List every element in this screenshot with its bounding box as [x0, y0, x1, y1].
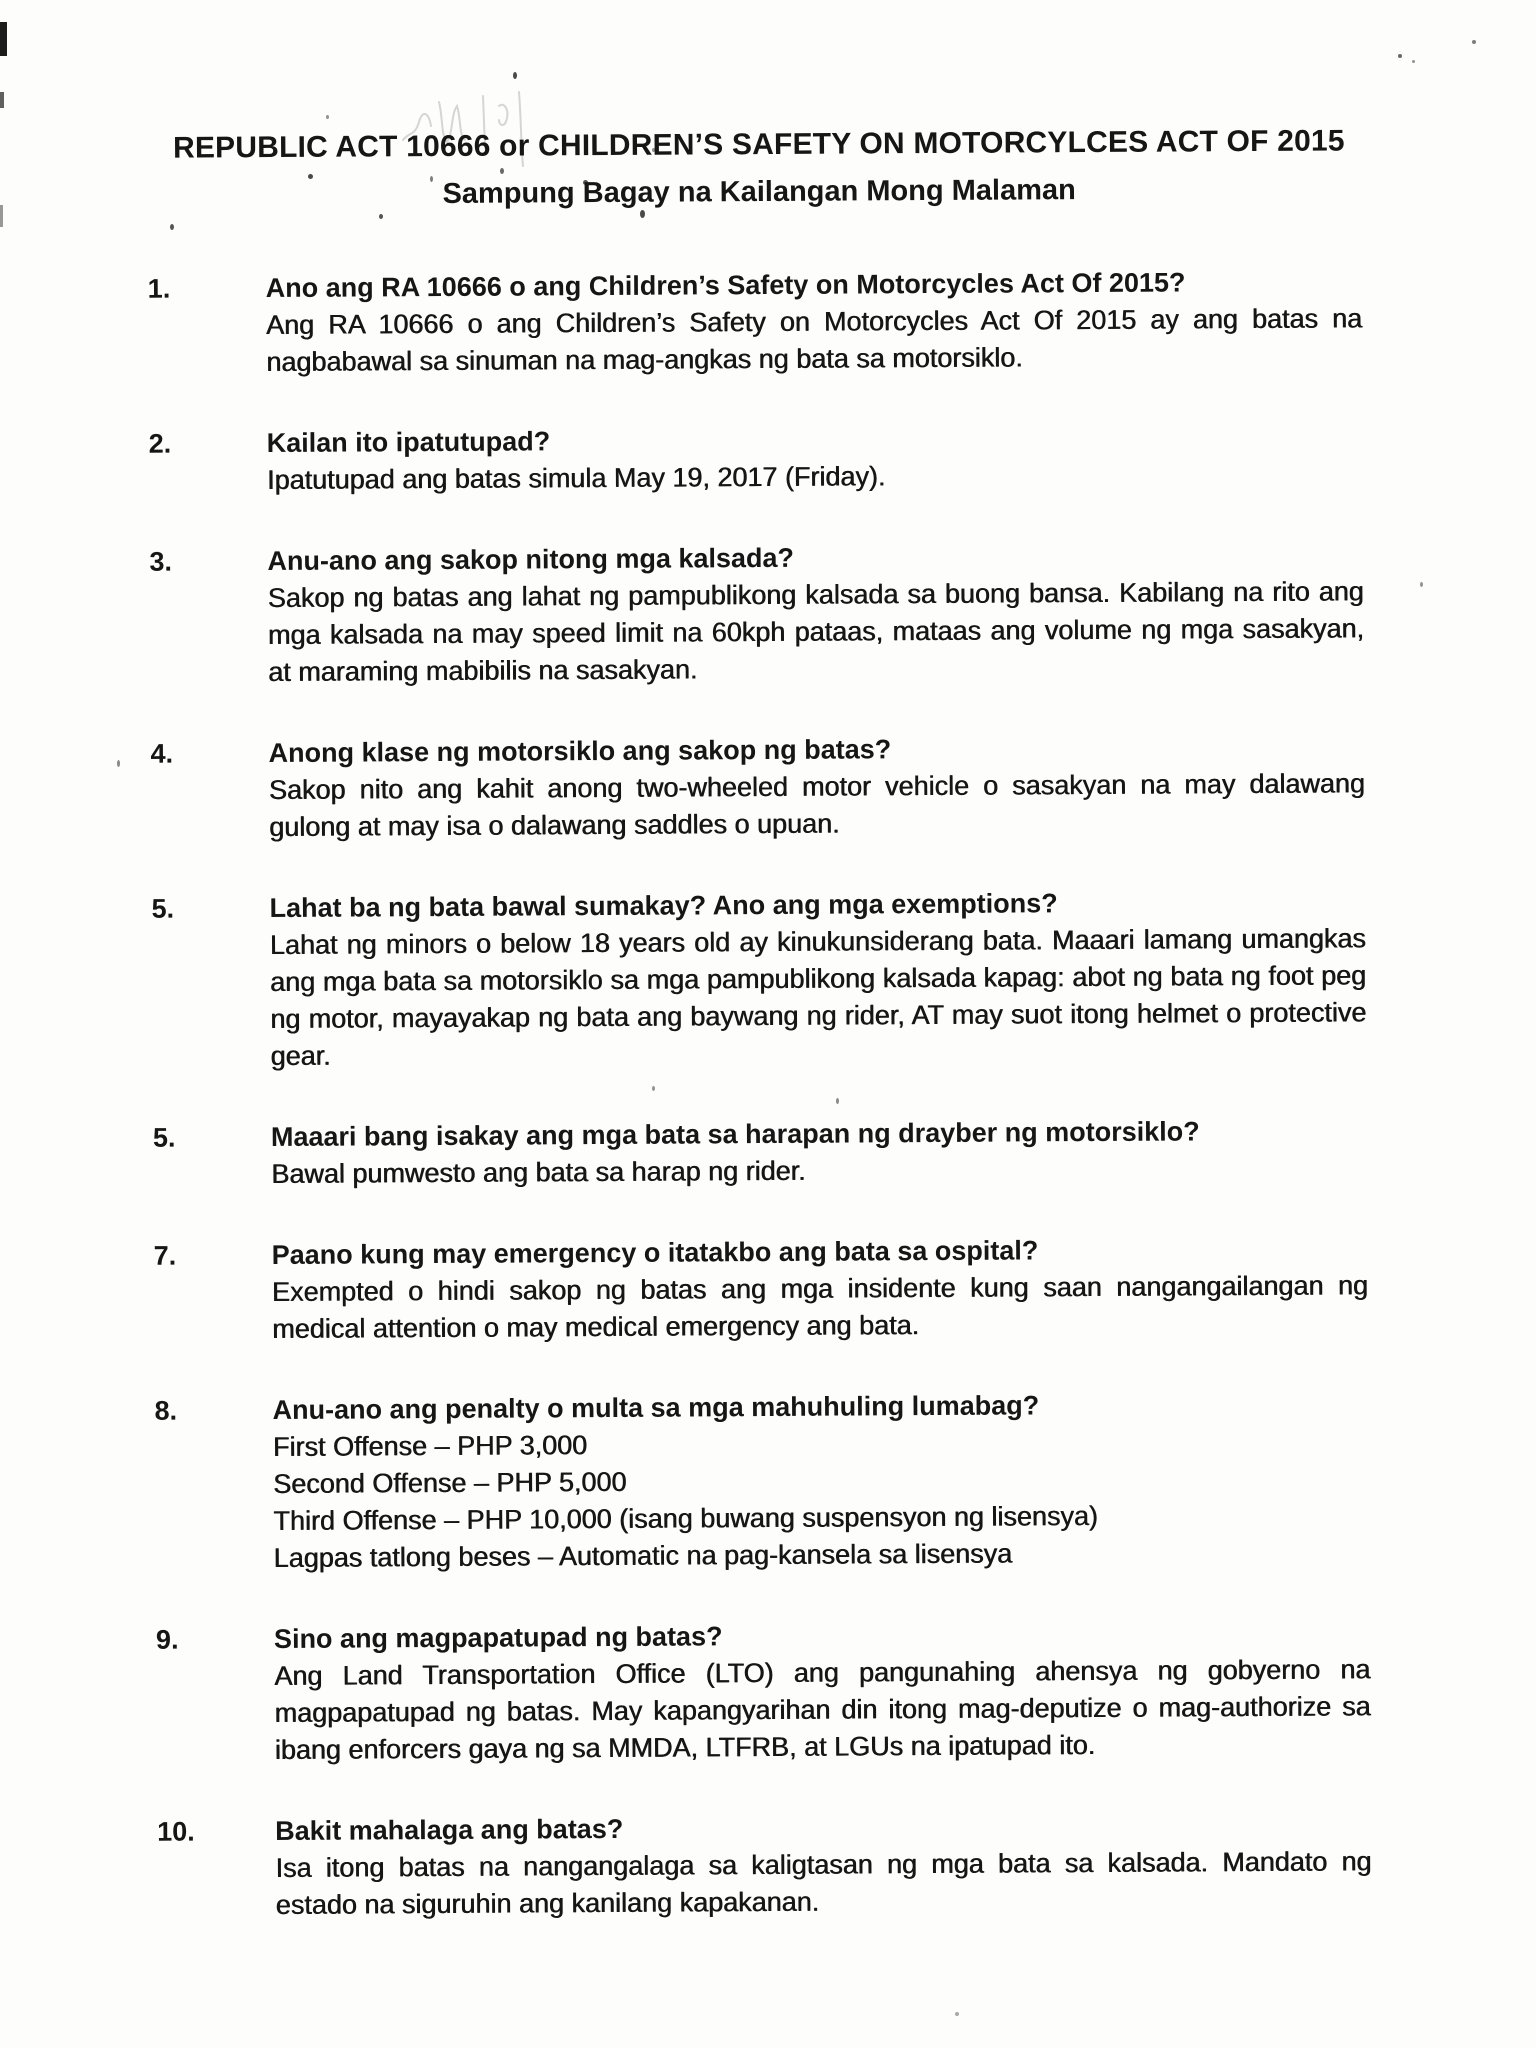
item-body [272, 1230, 1369, 1348]
qa-item-2 [149, 418, 1363, 499]
question-text: Maaari bang isakay ang mga bata sa harapan ng drayber ng motorsiklo? [270, 1116, 1200, 1153]
answer-line-first-offense: First Offense – PHP 3,000 [272, 1430, 588, 1463]
answer-line-third-offense: Third Offense – PHP 10,000 (isang buwang suspensyon ng lisensya) [273, 1500, 1098, 1537]
qa-item-7 [154, 1230, 1369, 1348]
answer-text: Lahat ng minors o below 18 years old ay kinukunsiderang bata. Maaari lamang umangkas ang mga bata sa motorsiklo sa mga pampublikong kalsada kapag: abot ng bata ng foot peg ng motor, mayayakap ng bata ang baywang ng rider, AT may suot itong helmet o protective gear. [269, 923, 1367, 1072]
question-text: Paano kung may emergency o itatakbo ang bata sa ospital? [271, 1235, 1039, 1271]
qa-item-10 [157, 1806, 1372, 1924]
item-number: 10. [157, 1816, 195, 1847]
answer-text: Isa itong batas na nangangalaga sa kaligtasan ng mga bata sa kalsada. Mandato ng estado na siguruhin ang kanilang kapakanan. [275, 1846, 1372, 1921]
answer-text: Ang RA 10666 o ang Children’s Safety on Motorcycles Act Of 2015 ay ang batas na nagbabawal sa sinuman na mag-angkas ng bata sa motorsiklo. [265, 303, 1363, 378]
answer-text: Sakop nito ang kahit anong two-wheeled motor vehicle o sasakyan na may dalawang gulong at may isa o dalawang saddles o upuan. [268, 768, 1365, 843]
question-text: Kailan ito ipatutupad? [266, 426, 551, 459]
item-body [268, 728, 1365, 846]
qa-list [148, 263, 1372, 1924]
question-text: Anu-ano ang penalty o multa sa mga mahuhuling lumabag? [272, 1390, 1040, 1426]
item-body [272, 1385, 1369, 1577]
question-text: Ano ang RA 10666 o ang Children’s Safety on Motorcycles Act Of 2015? [265, 267, 1186, 304]
item-number: 5. [151, 893, 175, 924]
answer-text: Ang Land Transportation Office (LTO) ang pangunahing ahensya ng gobyerno na magpapatupad ng batas. May kapangyarihan din itong mag-deputize o mag-authorize sa ibang enforcers gaya ng sa MMDA, LTFRB, at LGUs na ipatupad ito. [274, 1654, 1371, 1766]
answer-text: Exempted o hindi sakop ng batas ang mga insidente kung saan nangangailangan ng medical attention o may medical emergency ang bata. [271, 1270, 1368, 1345]
item-body [269, 883, 1366, 1075]
item-body [267, 418, 1363, 499]
document-subtitle: Sampung Bagay na Kailangan Mong Malaman [442, 174, 1076, 210]
item-body [274, 1614, 1371, 1769]
question-text: Anong klase ng motorsiklo ang sakop ng batas? [268, 734, 892, 769]
qa-item-9 [156, 1614, 1371, 1769]
document-title: REPUBLIC ACT 10666 or CHILDREN’S SAFETY ON MOTORCYLCES ACT OF 2015 [172, 124, 1345, 165]
qa-item-1 [148, 263, 1363, 381]
question-text: Anu-ano ang sakop nitong mga kalsada? [267, 542, 795, 577]
answer-text: Bawal pumwesto ang bata sa harap ng rider. [271, 1155, 806, 1190]
item-number: 7. [153, 1240, 177, 1271]
item-number: 9. [155, 1624, 179, 1655]
document-header [157, 124, 1361, 212]
answer-text: Ipatutupad ang batas simula May 19, 2017 (Friday). [266, 461, 886, 496]
item-number: 1. [147, 273, 171, 304]
item-number: 2. [148, 428, 172, 459]
answer-line-second-offense: Second Offense – PHP 5,000 [272, 1466, 627, 1500]
question-text: Sino ang magpapatupad ng batas? [273, 1621, 723, 1655]
qa-item-4 [150, 728, 1365, 846]
answer-line-beyond-third: Lagpas tatlong beses – Automatic na pag-kansela sa lisensya [273, 1538, 1013, 1574]
item-number: 3. [149, 546, 173, 577]
item-body [267, 536, 1364, 691]
question-text: Lahat ba ng bata bawal sumakay? Ano ang mga exemptions? [269, 888, 1058, 924]
qa-item-8 [154, 1385, 1369, 1577]
item-body [266, 263, 1363, 381]
question-text: Bakit mahalaga ang batas? [275, 1813, 624, 1847]
item-number: 4. [150, 738, 174, 769]
item-number: 5. [152, 1122, 176, 1153]
scan-speckle [955, 2012, 959, 2016]
qa-item-5 [151, 883, 1366, 1075]
answer-text: Sakop ng batas ang lahat ng pampublikong kalsada sa buong bansa. Kabilang na rito ang mga kalsada na may speed limit na 60kph pataas, mataas ang volume ng mga sasakyan, at maraming mabibilis na sasakyan. [267, 576, 1364, 688]
item-body [271, 1112, 1367, 1193]
item-body [275, 1806, 1372, 1924]
item-number: 8. [154, 1395, 178, 1426]
qa-item-6 [153, 1112, 1367, 1193]
qa-item-3 [149, 536, 1364, 691]
